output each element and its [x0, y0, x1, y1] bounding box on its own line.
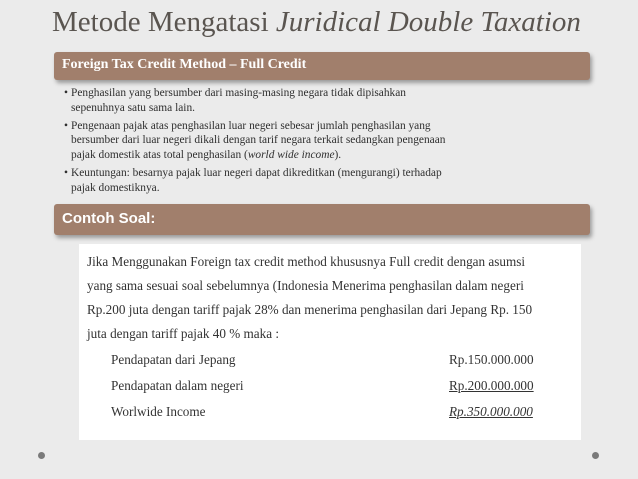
section-heading-contoh-soal: Contoh Soal: [62, 210, 156, 227]
income-row [111, 378, 561, 396]
bullet-line [71, 148, 592, 163]
bullet-text: ). [334, 149, 342, 162]
example-line: Jika Menggunakan Foreign tax credit method khususnya Full credit dengan asumsi [87, 254, 526, 269]
section-heading-full-credit: Foreign Tax Credit Method – Full Credit [62, 57, 307, 72]
slide-nav-dot-left [38, 452, 45, 459]
example-line: Rp.200 juta dengan tariff pajak 28% dan menerima penghasilan dari Jepang Rp. 150 [87, 302, 533, 317]
section-heading-bar-2 [54, 204, 590, 235]
example-line: yang sama sesuai soal sebelumnya (Indonesia Menerima penghasilan dalam negeri [87, 278, 524, 293]
income-label: Worlwide Income [111, 404, 206, 419]
bullet-item [64, 166, 592, 196]
bullet-line: Pengenaan pajak atas penghasilan luar negeri sebesar jumlah penghasilan yang [71, 119, 431, 132]
example-line: juta dengan tariff pajak 40 % maka : [87, 326, 280, 341]
income-value: Rp.200.000.000 [449, 378, 534, 393]
income-value: Rp.350.000.000 [449, 404, 533, 419]
bullet-item [64, 86, 592, 116]
bullet-text: pajak domestik atas total penghasilan ( [71, 149, 248, 162]
income-value: Rp.150.000.000 [449, 352, 534, 367]
bullet-line: Keuntungan: besarnya pajak luar negeri dapat dikreditkan (mengurangi) terhadap [71, 166, 442, 179]
bullet-dot: • [64, 166, 68, 179]
example-box [79, 244, 581, 440]
section-heading-bar-1 [54, 52, 590, 80]
slide-title-italic: Juridical Double Taxation [275, 6, 581, 38]
income-row [111, 352, 561, 370]
bullet-line: pajak domestiknya. [71, 181, 160, 194]
bullet-list [64, 86, 592, 199]
bullet-item [64, 119, 592, 163]
slide-title-plain: Metode Mengatasi [52, 6, 276, 38]
bullet-italic-term: world wide income [247, 149, 335, 162]
income-row [111, 404, 561, 422]
bullet-line: Penghasilan yang bersumber dari masing-masing negara tidak dipisahkan [71, 87, 406, 99]
bullet-dot: • [64, 87, 68, 99]
bullet-line: sepenuhnya satu sama lain. [71, 101, 195, 114]
income-label: Pendapatan dari Jepang [111, 352, 236, 367]
income-label: Pendapatan dalam negeri [111, 378, 244, 393]
slide-nav-dot-right [592, 452, 599, 459]
bullet-line: bersumber dari luar negeri dikali dengan tarif negara terkait sedangkan pengenaan [71, 134, 446, 147]
bullet-dot: • [64, 119, 68, 132]
slide-title [52, 6, 581, 39]
